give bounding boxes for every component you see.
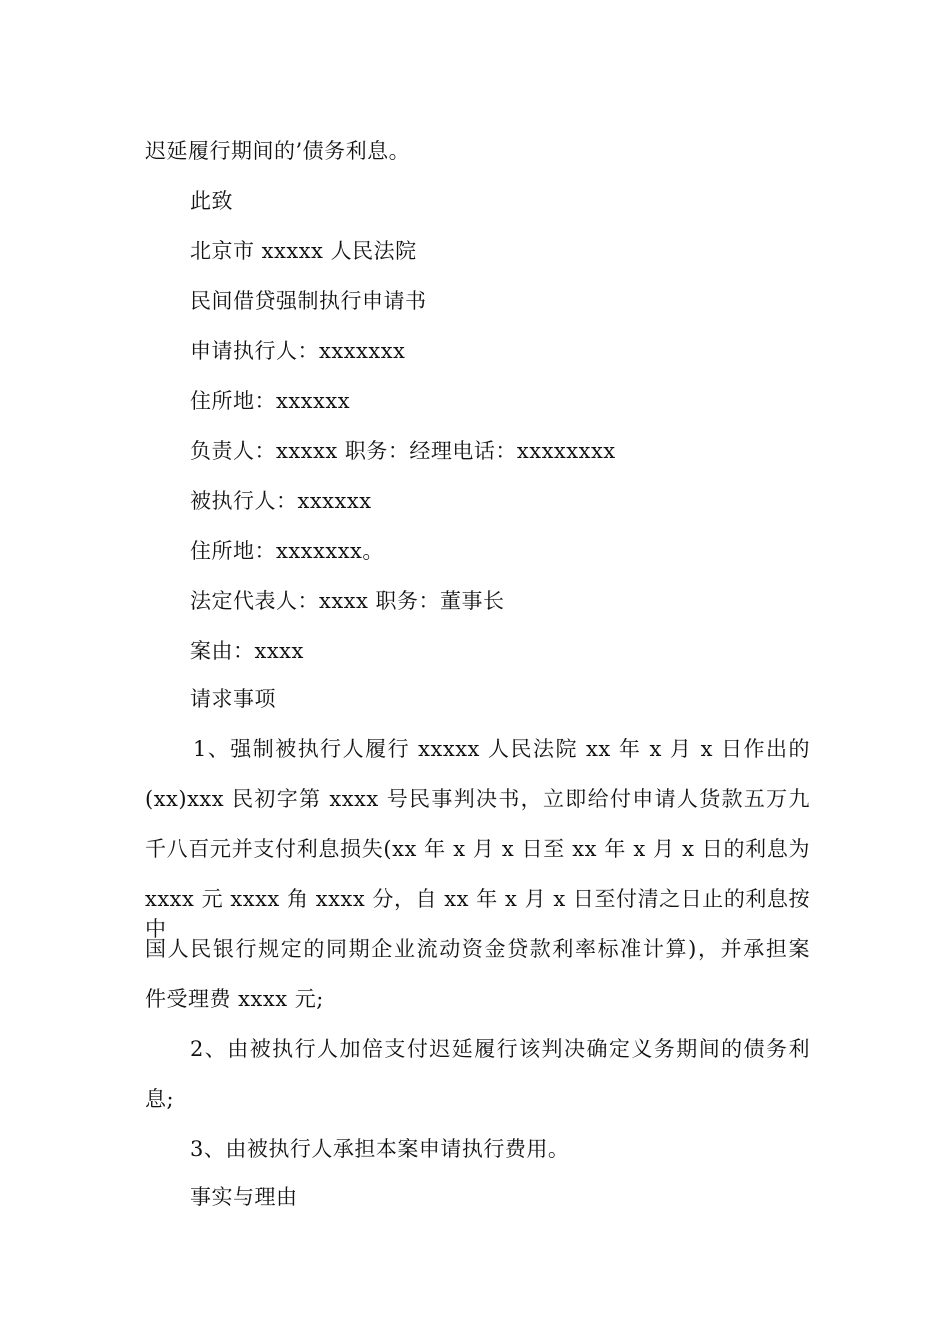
- request-item-1-line: xxxx 元 xxxx 角 xxxx 分，自 xx 年 x 月 x 日至付清之日止的利息按中: [145, 887, 810, 941]
- request-item-3: 3、由被执行人承担本案申请执行费用。: [190, 1137, 570, 1161]
- request-item-2-line: 2、由被执行人加倍支付迟延履行该判决确定义务期间的债务利: [190, 1037, 810, 1061]
- respondent-address-field: 住所地：xxxxxxx。: [190, 539, 384, 563]
- request-item-1-line: 1、强制被执行人履行 xxxxx 人民法院 xx 年 x 月 x 日作出的: [193, 737, 810, 761]
- legal-representative-field: 法定代表人：xxxx 职务：董事长: [190, 589, 505, 613]
- document-title: 民间借贷强制执行申请书: [190, 289, 427, 313]
- request-item-1-line: 国人民银行规定的同期企业流动资金贷款利率标准计算)，并承担案: [145, 937, 810, 961]
- salutation: 此致: [190, 189, 233, 213]
- request-item-2-line: 息;: [145, 1087, 175, 1111]
- respondent-field: 被执行人：xxxxxx: [190, 489, 372, 513]
- request-item-1-line: (xx)xxx 民初字第 xxxx 号民事判决书，立即给付申请人货款五万九: [145, 787, 810, 811]
- text-line: 迟延履行期间的’债务利息。: [145, 139, 411, 163]
- section-heading-requests: 请求事项: [190, 687, 276, 711]
- section-heading-facts: 事实与理由: [190, 1185, 298, 1209]
- recipient-court: 北京市 xxxxx 人民法院: [190, 239, 417, 263]
- case-cause-field: 案由：xxxx: [190, 639, 304, 663]
- request-item-1-line: 件受理费 xxxx 元;: [145, 987, 324, 1011]
- responsible-person-field: 负责人：xxxxx 职务：经理电话：xxxxxxxx: [190, 439, 616, 463]
- applicant-field: 申请执行人：xxxxxxx: [190, 339, 406, 363]
- applicant-address-field: 住所地：xxxxxx: [190, 389, 351, 413]
- request-item-1-line: 千八百元并支付利息损失(xx 年 x 月 x 日至 xx 年 x 月 x 日的利息为: [145, 837, 810, 861]
